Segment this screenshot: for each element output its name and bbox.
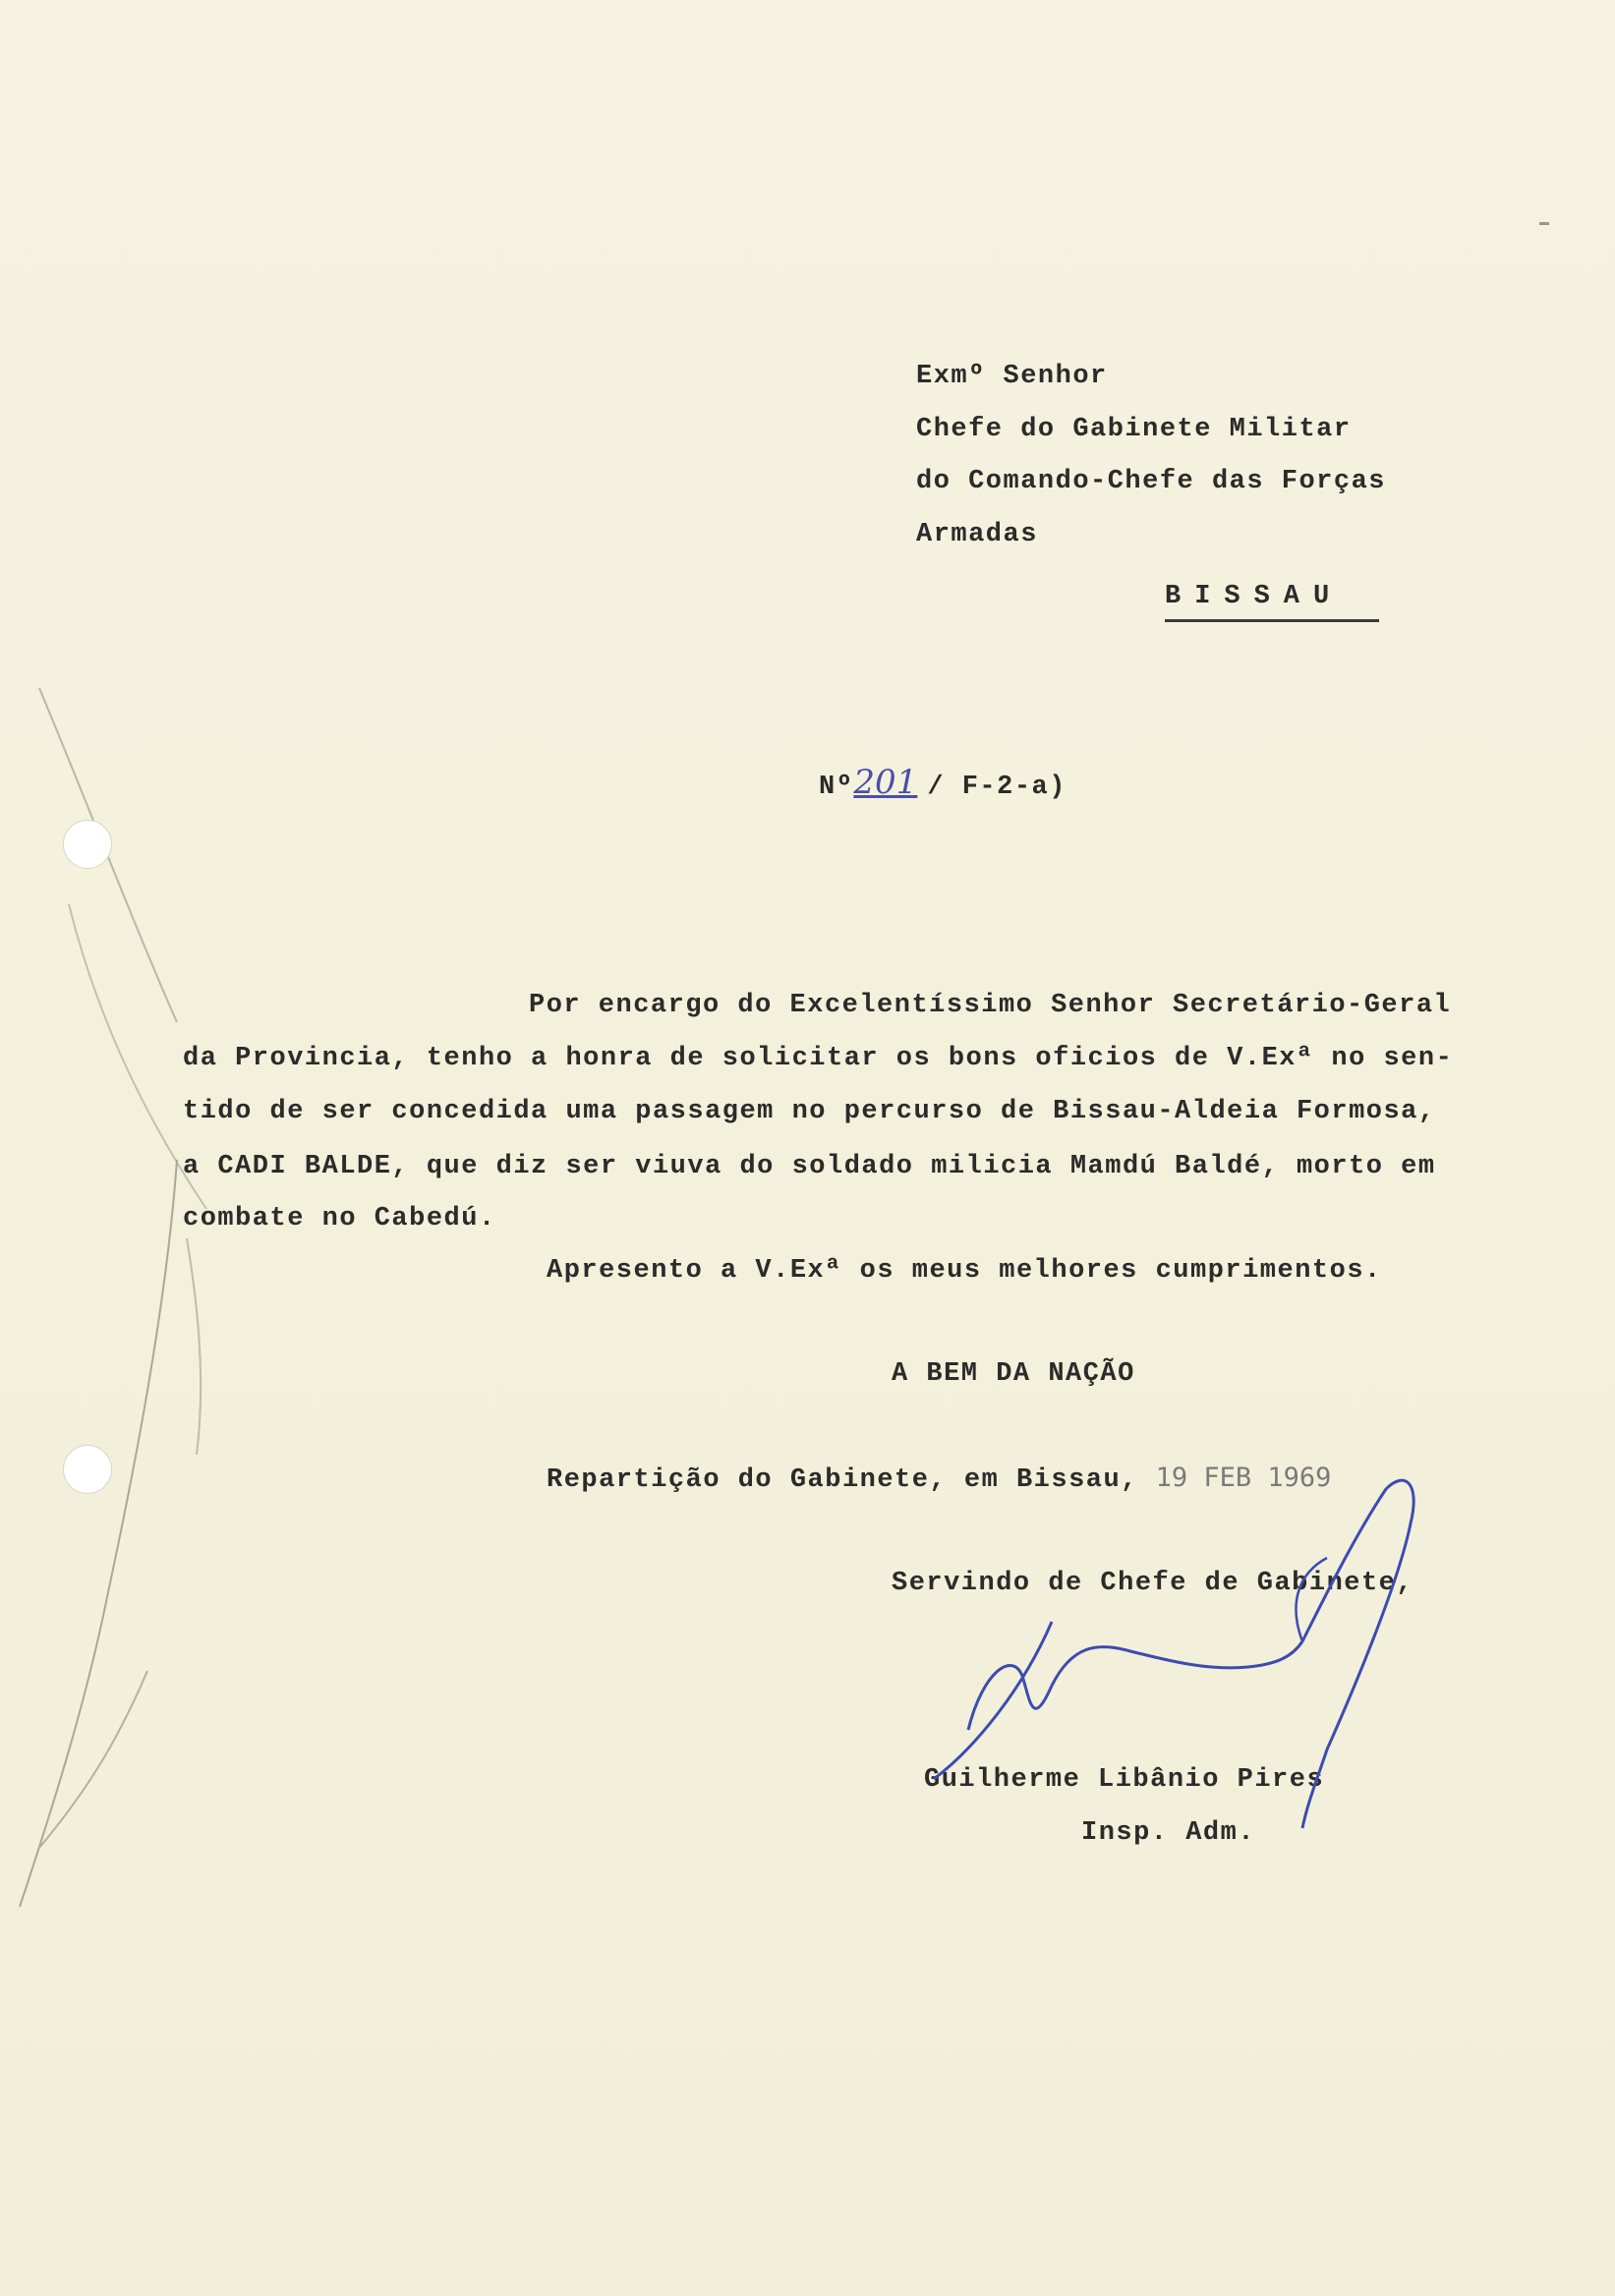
edge-mark <box>1539 222 1549 225</box>
body-line-2: da Provincia, tenho a honra de solicitar os bons oficios de V.Exª no sen- <box>183 1044 1454 1073</box>
reference-number: 201 <box>853 763 918 802</box>
body-line-1: Por encargo do Excelentíssimo Senhor Secretário-Geral <box>529 991 1452 1020</box>
recipient-salutation: Exmº Senhor <box>916 362 1108 391</box>
signatory-name: Guilherme Libânio Pires <box>924 1765 1325 1795</box>
handwritten-signature <box>914 1464 1484 1838</box>
body-line-3: tido de ser concedida uma passagem no percurso de Bissau-Aldeia Formosa, <box>183 1097 1436 1126</box>
body-line-5: combate no Cabedú. <box>183 1204 496 1234</box>
closing-line: Apresento a V.Exª os meus melhores cumprimentos. <box>547 1256 1382 1286</box>
place-line: Repartição do Gabinete, em Bissau, <box>547 1465 1138 1495</box>
signatory-title: Insp. Adm. <box>1081 1818 1256 1848</box>
recipient-line-3: Armadas <box>916 520 1038 549</box>
city-underline <box>1165 619 1379 622</box>
pencil-marks <box>0 609 256 1985</box>
reference-prefix: Nº <box>819 773 854 802</box>
punch-hole-upper <box>63 820 112 869</box>
punch-hole-lower <box>63 1445 112 1494</box>
reference-line <box>819 763 1067 802</box>
recipient-city: BISSAU <box>1165 582 1344 611</box>
recipient-line-2: do Comando-Chefe das Forças <box>916 467 1386 496</box>
motto: A BEM DA NAÇÃO <box>892 1359 1135 1389</box>
recipient-line-1: Chefe do Gabinete Militar <box>916 415 1352 444</box>
body-line-4: a CADI BALDE, que diz ser viuva do soldado milicia Mamdú Baldé, morto em <box>183 1152 1436 1181</box>
signatory-role: Servindo de Chefe de Gabinete, <box>892 1569 1414 1598</box>
stamped-date: 19 FEB 1969 <box>1155 1463 1332 1493</box>
reference-suffix: / F-2-a) <box>927 773 1067 802</box>
